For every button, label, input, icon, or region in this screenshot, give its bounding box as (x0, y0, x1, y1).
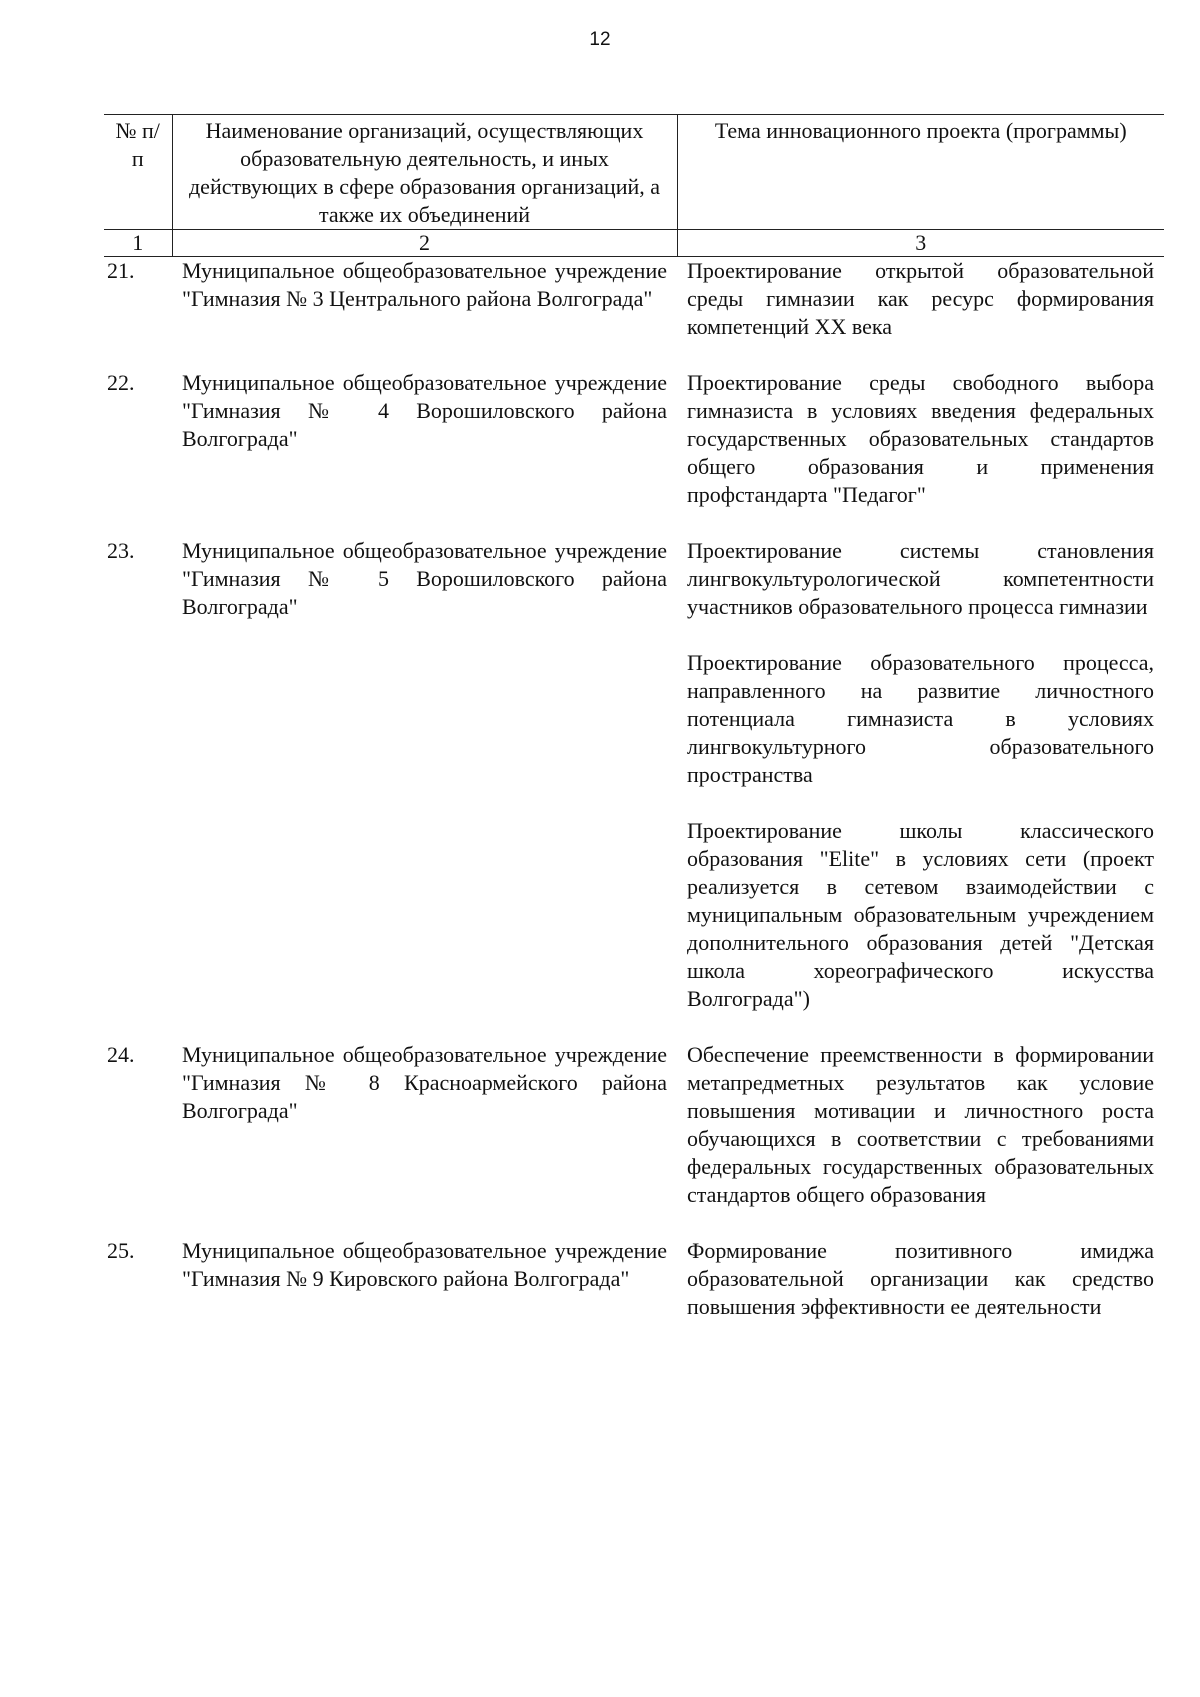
table-row (104, 1237, 1164, 1349)
table-row (104, 257, 1164, 370)
organization-name: Муниципальное общеобразовательное учреждение "Гимназия № 8 Красноармейского района Волгограда" (182, 1042, 667, 1123)
header-number: № п/п (104, 115, 172, 230)
row-number: 24. (107, 1042, 135, 1067)
row-number: 22. (107, 370, 135, 395)
innovation-projects-table (104, 114, 1164, 1349)
project-topic-cell (677, 537, 1164, 1041)
column-number: 2 (172, 230, 677, 257)
organization-name: Муниципальное общеобразовательное учреждение "Гимназия № 3 Центрального района Волгограда" (182, 258, 667, 311)
column-number-row (104, 230, 1164, 257)
table-row (104, 1041, 1164, 1237)
row-number: 25. (107, 1238, 135, 1263)
organization-name: Муниципальное общеобразовательное учреждение "Гимназия № 4 Ворошиловского района Волгограда" (182, 370, 667, 451)
column-number: 3 (677, 230, 1164, 257)
project-topic: Проектирование среды свободного выбора гимназиста в условиях введения федеральных государственных образовательных стандартов общего образования и применения профстандарта "Педагог" (687, 370, 1154, 507)
row-number: 23. (107, 538, 135, 563)
project-topic: Проектирование школы классического образования "Elite" в условиях сети (проект реализуется в сетевом взаимодействии с муниципальным образовательным учреждением дополнительного образования детей "Детская школа хореографического искусства Волгограда") (687, 818, 1154, 1011)
table-row (104, 369, 1164, 537)
row-number: 21. (107, 258, 135, 283)
organization-name: Муниципальное общеобразовательное учреждение "Гимназия № 5 Ворошиловского района Волгограда" (182, 538, 667, 619)
project-topic-cell (677, 257, 1164, 370)
project-topic-cell (677, 1041, 1164, 1237)
table-header-row (104, 115, 1164, 230)
column-number: 1 (104, 230, 172, 257)
header-project-topic: Тема инновационного проекта (программы) (677, 115, 1164, 230)
project-topic: Формирование позитивного имиджа образовательной организации как средство повышения эффективности ее деятельности (687, 1238, 1154, 1319)
page-number: 12 (589, 29, 611, 50)
project-topic: Проектирование открытой образовательной среды гимназии как ресурс формирования компетенций XX века (687, 258, 1154, 339)
organization-name: Муниципальное общеобразовательное учреждение "Гимназия № 9 Кировского района Волгограда" (182, 1238, 667, 1291)
header-organization: Наименование организаций, осуществляющих образовательную деятельность, и иных действующих в сфере образования организаций, а также их объединений (172, 115, 677, 230)
project-topic: Обеспечение преемственности в формировании метапредметных результатов как условие повышения мотивации и личностного роста обучающихся в соответствии с требованиями федеральных государственных образовательных стандартов общего образования (687, 1042, 1154, 1207)
project-topic: Проектирование системы становления лингвокультурологической компетентности участников образовательного процесса гимназии (687, 538, 1154, 619)
project-topic-cell (677, 369, 1164, 537)
project-topic-cell (677, 1237, 1164, 1349)
project-topic: Проектирование образовательного процесса, направленного на развитие личностного потенциала гимназиста в условиях лингвокультурного образовательного пространства (687, 650, 1154, 787)
table-row (104, 537, 1164, 1041)
